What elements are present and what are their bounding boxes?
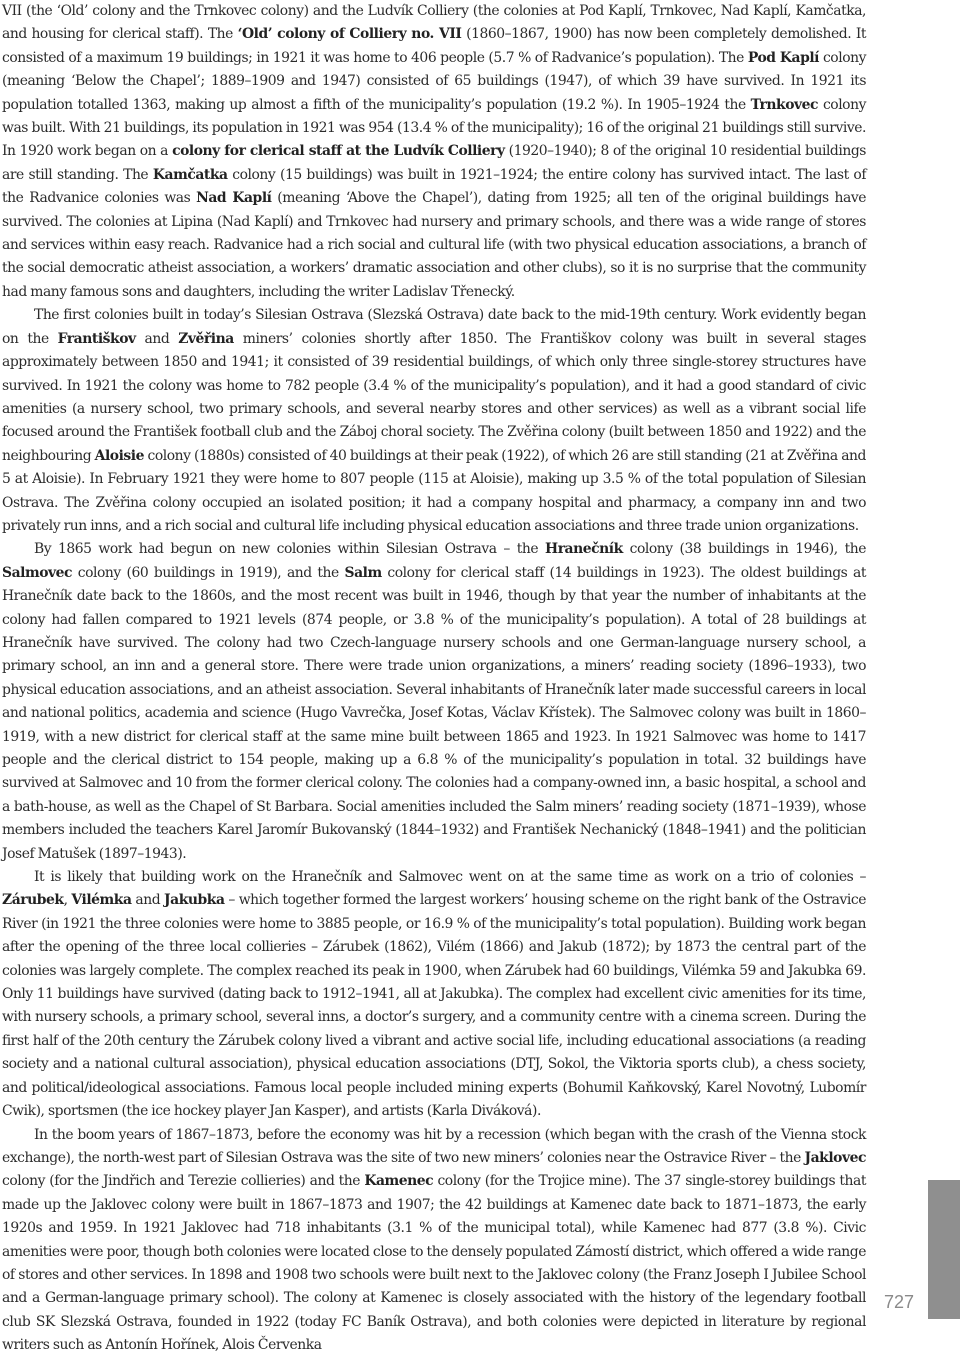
text-run: (1860–1867, 1900) has now been completely demolished. It consisted of a maximum 19 buildings; in 1921 it was home to 406 people (5.7 % of Radvanice’s population). The bbox=[2, 26, 866, 66]
paragraph bbox=[2, 866, 866, 1123]
text-run: colony (for the Jindřich and Terezie collieries) and the bbox=[2, 1173, 365, 1190]
text-run: – which together formed the largest workers’ housing scheme on the right bank of the Ostravice River (in 1921 the three colonies were home to 3885 people, or 16.9 % of the municipality’s total population). Building work began after the opening of the three local collieries – Zárubek (1862), Vilém (1866) and Jakub (1872); by 1873 the central part of the colonies was largely complete. The complex reached its peak in 1900, when Zárubek had 60 buildings, Vilémka 59 and Jakubka 69. Only 11 buildings have survived (dating back to 1912–1941, all at Jakubka). The complex had excellent civic amenities for its time, with nursery schools, a primary school, several inns, a doctor’s surgery, and a community centre with a cinema screen. During the first half of the 20th century the Zárubek colony lived a vibrant and active social life, including educational associations (a reading society and a national cultural association), physical education associations (DTJ, Sokol, the Viktoria sports club), a chess society, and political/ideological associations. Famous local people included mining experts (Bohumil Kaňkovský, Karel Novotný, Lubomír Cwik), sportsmen (the ice hockey player Jan Kasper), and artists (Karla Diváková). bbox=[2, 892, 866, 1120]
bold-term: Kamenec bbox=[364, 1173, 434, 1190]
bold-term: Salm bbox=[344, 564, 382, 581]
text-run: It is likely that building work on the Hranečník and Salmovec went on at the same time as work on a trio of colonies – bbox=[34, 869, 866, 886]
bold-term: Trnkovec bbox=[750, 96, 819, 113]
bold-term: Vilémka bbox=[71, 892, 132, 909]
text-run: colony (1880s) consisted of 40 buildings at their peak (1922), of which 26 are still standing (21 at Zvěřina and 5 at Aloisie). In February 1921 they were home to 807 people (115 at Aloisie), making up 3.5 % of the total population of Silesian Ostrava. The Zvěřina colony occupied an isolated position; it had a company hospital and pharmacy, a company inn and two privately run inns, and a rich social and cultural life including physical education associations and three trade union organizations. bbox=[2, 447, 866, 534]
text-run: and bbox=[135, 330, 179, 347]
page-number: 727 bbox=[884, 1292, 915, 1312]
text-run: By 1865 work had begun on new colonies within Silesian Ostrava – the bbox=[34, 541, 546, 558]
bold-term: Kamčatka bbox=[152, 166, 228, 183]
bold-term: ‘Old’ colony of Colliery no. VII bbox=[237, 26, 462, 43]
text-run: In the boom years of 1867–1873, before the economy was hit by a recession (which began with the crash of the Vienna stock exchange), the north-west part of Silesian Ostrava was the site of two new miners’ colonies near the Ostravice River – the bbox=[2, 1126, 866, 1166]
bold-term: colony for clerical staff at the Ludvík Colliery bbox=[172, 143, 505, 160]
text-run: miners’ colonies shortly after 1850. The Františkov colony was built in several stages approximately between 1850 and 1941; it consisted of 39 residential buildings, of which only three single-storey structures have survived. In 1921 the colony was home to 782 people (3.4 % of the municipality’s population), and it had a good standard of civic amenities (a nursery school, two primary schools, and several nearby stores and other services) as well as a vibrant social life focused around the František football club and the Záboj choral society. The Zvěřina colony (built between 1850 and 1922) and the neighbouring bbox=[2, 330, 866, 464]
body-text bbox=[2, 0, 867, 1354]
bold-term: Jakubka bbox=[164, 892, 225, 909]
bold-term: Zárubek bbox=[2, 892, 64, 909]
text-run: The first colonies built in today’s Silesian Ostrava (Slezská Ostrava) date back to the mid-19th century. Work evidently began on the bbox=[2, 307, 866, 347]
paragraph bbox=[2, 1124, 866, 1358]
text-run: (meaning ‘Above the Chapel’), dating from 1925; all ten of the original buildings have survived. The colonies at Lipina (Nad Kaplí) and Trnkovec had nursery and primary schools, and there was a wide range of stores and services within easy reach. Radvanice had a rich social and cultural life (with two physical education associations, a branch of the social democratic atheist association, a workers’ dramatic association and other clubs), so it is no surprise that the community had many famous sons and daughters, including the writer Ladislav Třenecký. bbox=[2, 190, 866, 300]
text-run: VII (the ‘Old’ colony and the Trnkovec colony) and the Ludvík Colliery (the colonies at Pod Kaplí, Trnkovec, Nad Kaplí, Kamčatka, and housing for clerical staff). The bbox=[2, 3, 866, 43]
text-run: colony (meaning ‘Below the Chapel’; 1889–1909 and 1947) consisted of 65 buildings (1947), of which 39 have survived. In 1921 its population totalled 1363, making up almost a fifth of the municipality’s population (19.2 %). In 1905–1924 the bbox=[2, 49, 866, 113]
paragraph bbox=[2, 538, 866, 866]
paragraph bbox=[2, 304, 866, 538]
bold-term: Františkov bbox=[57, 330, 136, 347]
bold-term: Zvěřina bbox=[178, 330, 234, 347]
text-run: colony (15 buildings) was built in 1921–1924; the entire colony has survived intact. The last of the Radvanice colonies was bbox=[2, 166, 867, 207]
text-run: colony (60 buildings in 1919), and the bbox=[72, 564, 345, 581]
bold-term: Hranečník bbox=[545, 541, 623, 558]
chapter-tab-marker bbox=[928, 1180, 960, 1319]
paragraph bbox=[2, 0, 866, 304]
text-run: colony for clerical staff (14 buildings in 1923). The oldest buildings at Hranečník date back to the 1860s, and the most recent was built in 1946, though by that year the number of inhabitants at the colony had fallen compared to 1921 levels (874 people, or 3.8 % of the municipality’s population). A total of 28 buildings at Hranečník have survived. The colony had two Czech-language nursery schools and one German-language nursery school, a primary school, an inn and a general store. There were trade union organizations, a miners’ reading society (1896–1933), two physical education associations, and an atheist association. Several inhabitants of Hranečník later made successful careers in local and national politics, academia and science (Hugo Vavrečka, Josef Kotas, Václav Křístek). The Salmovec colony was built in 1860–1919, with a new district for clerical staff at the same mine built between 1865 and 1923. In 1921 Salmovec was home to 1417 people and the clerical district to 154 people, making up a 6.8 % of the municipality’s population in total. 32 buildings have survived at Salmovec and 10 from the former clerical colony. The colonies had a company-owned inn, a basic hospital, a school and a bath-house, as well as the Chapel of St Barbara. Social amenities included the Salm miners’ reading society (1871–1939), whose members included the teachers Karel Jaromír Bukovanský (1844–1932) and František Nechanický (1848–1941) and the politician Josef Matušek (1897–1943). bbox=[2, 564, 866, 862]
bold-term: Jaklovec bbox=[804, 1149, 866, 1166]
bold-term: Aloisie bbox=[94, 447, 145, 464]
bold-term: Nad Kaplí bbox=[196, 190, 272, 207]
text-run: , bbox=[63, 892, 72, 909]
bold-term: Salmovec bbox=[2, 564, 73, 581]
text-run: colony was built. With 21 buildings, its population in 1921 was 954 (13.4 % of the municipality); 16 of the original 21 buildings still survive. In 1920 work began on a bbox=[2, 96, 866, 160]
bold-term: Pod Kaplí bbox=[747, 49, 820, 66]
text-run: colony (for the Trojice mine). The 37 single-storey buildings that made up the Jaklovec colony were built in 1867–1873 and 1907; the 42 buildings at Kamenec date back to 1871–1873, the early 1920s and 1959. In 1921 Jaklovec had 718 inhabitants (3.1 % of the municipal total), while Kamenec had 877 (3.8 %). Civic amenities were poor, though both colonies were located close to the densely populated Zámostí district, which offered a wide range of stores and other services. In 1898 and 1908 two schools were built next to the Jaklovec colony (the Franz Joseph I Jubilee School and a German-language primary school). The colony at Kamenec is closely associated with the history of the legendary football club SK Slezská Ostrava, founded in 1922 (today FC Baník Ostrava), and both colonies were depicted in literature by regional writers such as Antonín Hořínek, Alois Červenka bbox=[2, 1173, 866, 1354]
text-run: colony (38 buildings in 1946), the bbox=[622, 541, 866, 558]
text-run: (1920–1940); 8 of the original 10 residential buildings are still standing. The bbox=[2, 143, 866, 183]
text-run: and bbox=[131, 892, 165, 909]
